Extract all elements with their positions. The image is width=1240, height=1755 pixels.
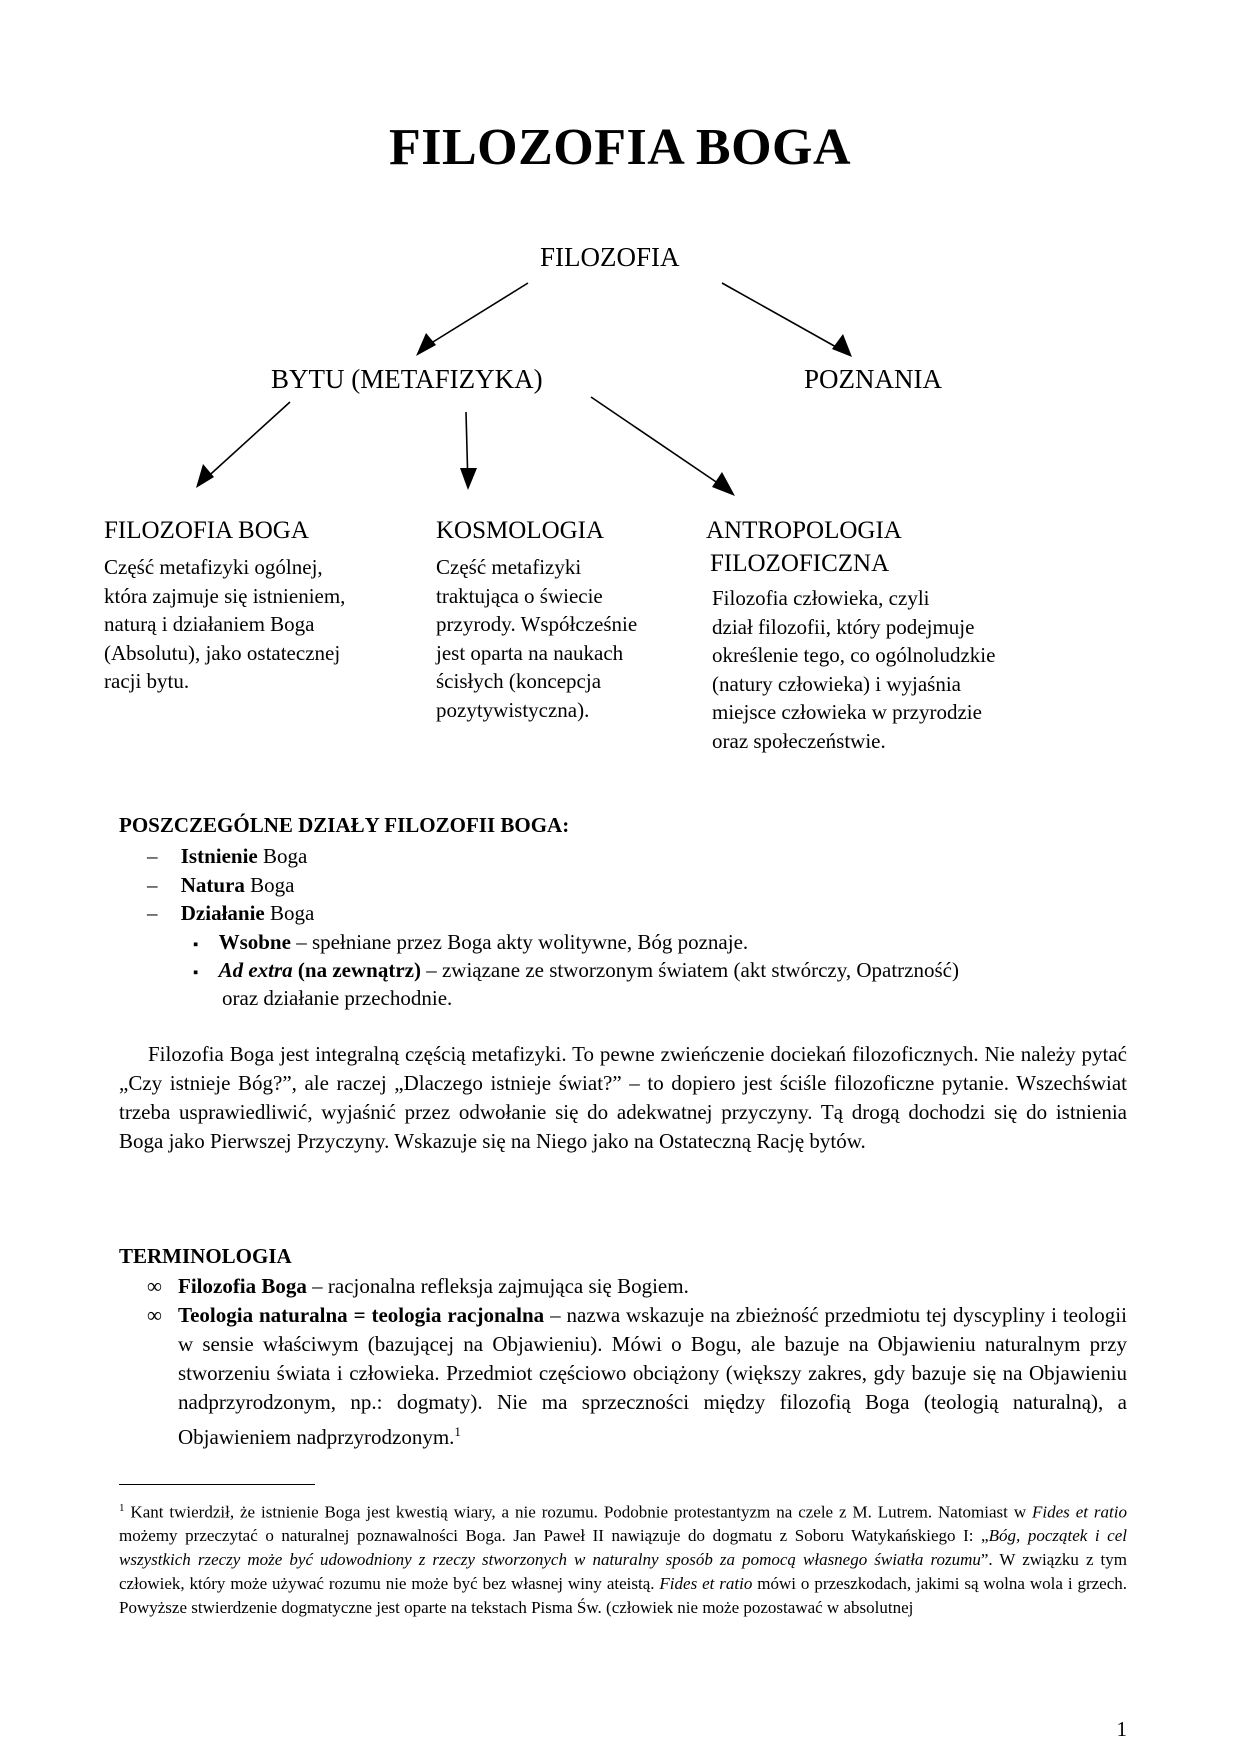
page-number: 1: [1116, 1717, 1127, 1741]
arrow-bytu-to-antropologia: [591, 397, 728, 490]
dash-bullet: –: [147, 844, 158, 868]
diagram-root-filozofia: FILOZOFIA: [540, 242, 680, 272]
column-heading-antropologia: ANTROPOLOGIA: [706, 517, 902, 544]
column-text-filozofia-boga: Część metafizyki ogólnej, która zajmuje się istnieniem, naturą i działaniem Boga (Absolutu), jako ostatecznej racji bytu.: [104, 555, 346, 693]
column-text-antropologia: Filozofia człowieka, czyli dział filozofii, który podejmuje określenie tego, co ogólnoludzkie (natury człowieka) i wyjaśnia miejsce człowieka w przyrodzie oraz społeczeństwie.: [712, 586, 996, 753]
section-heading-dzialy: POSZCZEGÓLNE DZIAŁY FILOZOFII BOGA:: [119, 813, 570, 837]
list-item: – Natura Boga: [147, 873, 295, 897]
page-title: FILOZOFIA BOGA: [388, 119, 852, 176]
arrowhead-bytu: [416, 333, 436, 356]
infinity-bullet: ∞: [147, 1274, 162, 1298]
square-bullet: ▪: [193, 965, 199, 981]
diagram-node-bytu: BYTU (METAFIZYKA): [271, 364, 543, 394]
arrow-root-to-poznania: [722, 283, 845, 352]
column-heading-filozoficzna: FILOZOFICZNA: [710, 550, 890, 577]
column-text-kosmologia: Część metafizyki traktująca o świecie przyrody. Współcześnie jest oparta na naukach ścisłych (koncepcja pozytywistyczna).: [436, 555, 638, 722]
list-item: ▪ Wsobne – spełniane przez Boga akty wolitywne, Bóg poznaje.: [193, 930, 749, 954]
list-item: – Istnienie Boga: [147, 844, 308, 868]
footnote-separator: [119, 1484, 315, 1485]
list-item: ▪ Ad extra (na zewnątrz) – związane ze stworzonym światem (akt stwórczy, Opatrzność): [193, 958, 959, 982]
dash-bullet: –: [147, 873, 158, 897]
footnote-reference: 1: [454, 1424, 461, 1439]
term-item: ∞ Teologia naturalna = teologia racjonalna – nazwa wskazuje na zbieżność przedmiotu tej dyscypliny i teologii w sensie właściwym (bazującej na Objawieniu). Mówi o Bogu, ale bazuje na Objawieniu naturalnym przy stworzeniu świata i człowieka. Przedmiot częściowo obciążony (większy zakres, gdy bazuje się na Objawieniu nadprzyrodzonym, np.: dogmaty). Nie ma sprzeczności między filozofią Boga (teologią naturalną), a Objawieniem nadprzyrodzonym.$^1$: [147, 1303, 1127, 1449]
term-item: ∞ Filozofia Boga – racjonalna refleksja zajmująca się Bogiem.: [147, 1272, 1127, 1301]
arrowhead-filozofia-boga: [196, 464, 214, 488]
dash-bullet: –: [147, 901, 158, 925]
arrow-root-to-bytu: [420, 283, 528, 350]
diagram-node-poznania: POZNANIA: [804, 364, 942, 394]
list-item: – Działanie Boga: [147, 901, 315, 925]
footnote: $^1$ Kant twierdził, że istnienie Boga jest kwestią wiary, a nie rozumu. Podobnie protestantyzm na czele z M. Lutrem. Natomiast w Fides et ratio możemy przeczytać o naturalnej poznawalności Boga. Jan Paweł II nawiązuje do dogmatu z Soboru Watykańskiego I: „Bóg, początek i cel wszystkich rzeczy może być udowodniony z rzeczy stworzonych w naturalny sposób za pomocą własnego światła rozumu”. W związku z tym człowiek, który może używać rozumu nie może być bez własnej winy ateistą. Fides et ratio mówi o przeszkodach, jakimi są wolna wola i grzech. Powyższe stwierdzenie dogmatyczne jest oparte na tekstach Pisma Św. (człowiek nie może pozostawać w absolutnej: [119, 1502, 1128, 1617]
arrow-bytu-to-filozofia-boga: [202, 402, 290, 482]
intro-paragraph: Filozofia Boga jest integralną częścią metafizyki. To pewne zwieńczenie dociekań filozoficznych. Nie należy pytać „Czy istnieje Bóg?”, ale raczej „Dlaczego istnieje świat?” – to dopiero jest ściśle filozoficzne pytanie. Wszechświat trzeba usprawiedliwić, wyjaśnić przez odwołanie się do adekwatnej przyczyny. Tą drogą dochodzi się do istnienia Boga jako Pierwszej Przyczyny. Wskazuje się na Niego jako na Ostateczną Rację bytów.: [119, 1042, 1127, 1153]
arrowhead-kosmologia: [460, 468, 477, 490]
arrowhead-antropologia: [712, 472, 735, 496]
infinity-bullet: ∞: [147, 1303, 162, 1327]
column-heading-kosmologia: KOSMOLOGIA: [436, 517, 605, 544]
section-heading-terminologia: TERMINOLOGIA: [119, 1244, 292, 1268]
column-heading-filozofia-boga: FILOZOFIA BOGA: [104, 517, 309, 544]
square-bullet: ▪: [193, 937, 199, 953]
arrowhead-poznania: [832, 334, 852, 357]
list-item-continuation: oraz działanie przechodnie.: [222, 986, 453, 1010]
